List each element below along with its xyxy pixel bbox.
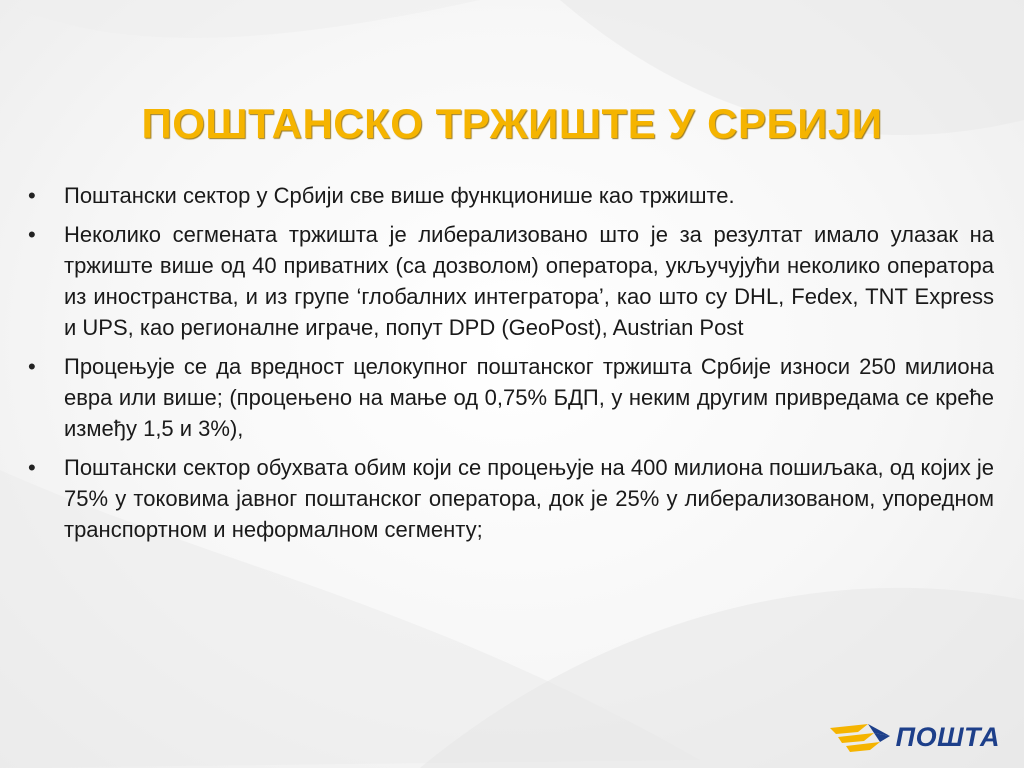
bullet-marker: • [28,354,36,379]
slide-title: ПОШТАНСКО ТРЖИШТЕ У СРБИЈИ [141,100,883,147]
bullet-marker: • [28,455,36,480]
bullet-list [22,180,994,553]
list-item [22,180,994,211]
bullet-text: Неколико сегмената тржишта је либерализовано што је за резултат имало улазак на тржиште више од 40 приватних (са дозволом) оператора, укључујући неколико оператора из иностранства, и из групе ‘глобалних интегратора’, као што су DHL, Fedex, TNT Express и UPS, као регионалне играче, попут DPD (GeoPost), Austrian Post [64,222,994,340]
bullet-marker: • [28,222,36,247]
bullet-marker: • [28,183,36,208]
list-item [22,452,994,545]
list-item [22,351,994,444]
title-dotted-divider [22,152,582,162]
logo-text: ПОШТА [895,721,1000,752]
bullet-text: Поштански сектор обухвата обим који се процењује на 400 милиона пошиљака, од којих је 75% у токовима јавног поштанског оператора, док је 25% у либерализованом, упоредном транспортном и неформалном сегменту; [64,455,995,542]
bullet-text: Процењује се да вредност целокупног поштанског тржишта Србије износи 250 милиона евра или више; (процењено на мање од 0,75% БДП, у неким другим привредама се креће између 1,5 и 3%), [64,354,994,441]
list-item [22,219,994,343]
posta-wings-logo-icon [828,720,892,754]
bullet-text: Поштански сектор у Србији све више функционише као тржиште. [64,183,735,208]
posta-logo [828,718,1000,756]
